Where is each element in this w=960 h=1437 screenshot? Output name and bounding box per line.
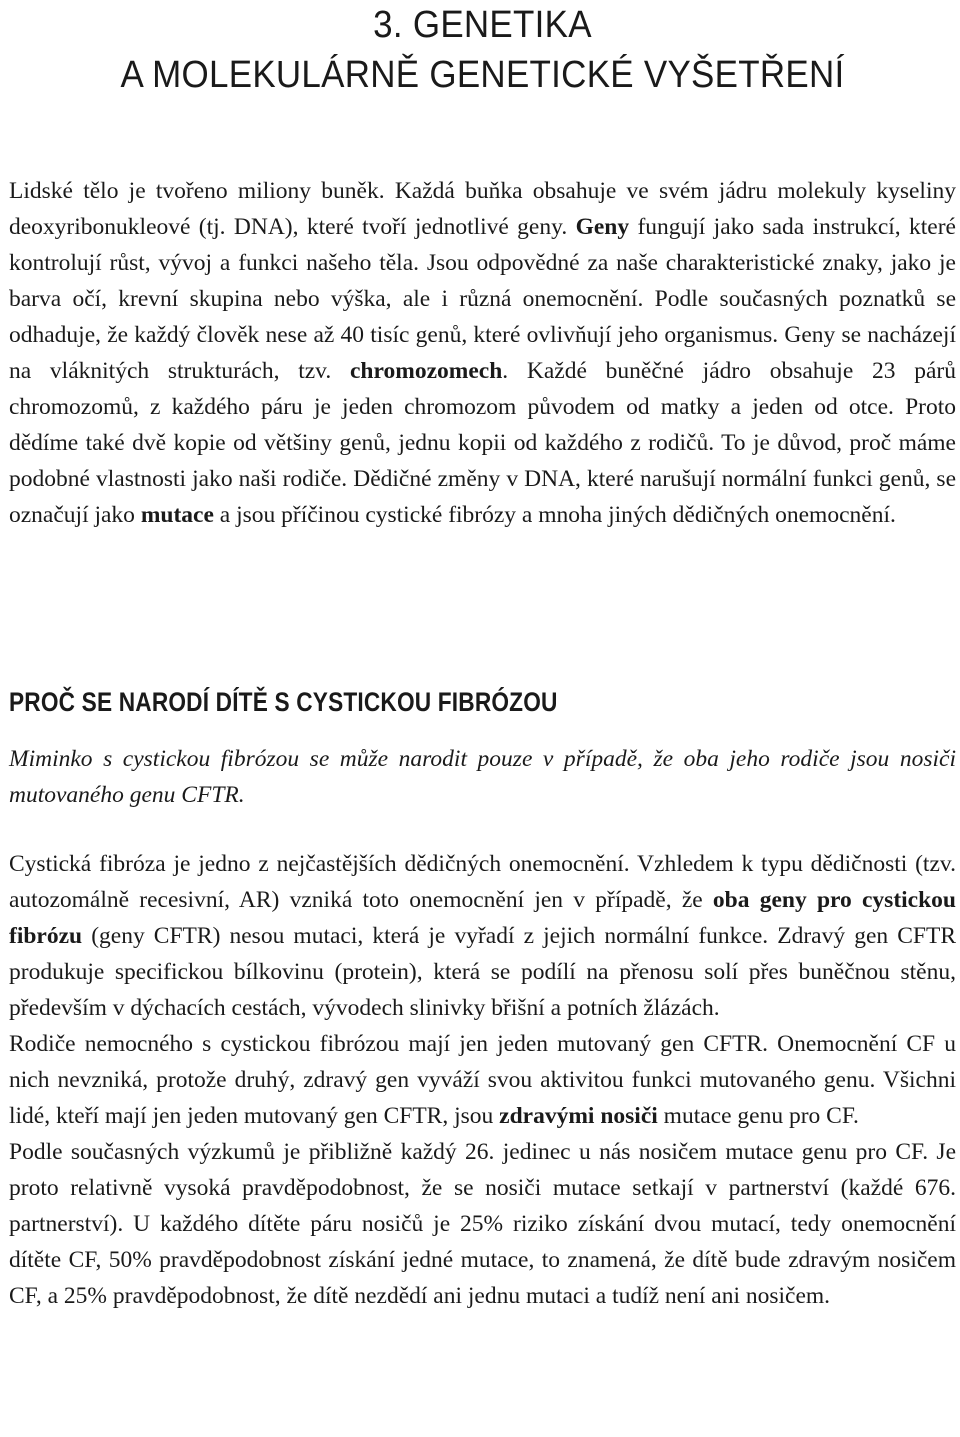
intro-text-2: fungují jako sada instrukcí, které kontrolují růst, vývoj a funkci našeho těla. Jsou odpovědné za naše charakteristické znaky, jako je barva očí, krevní skupina nebo výška, ale i různá onemocnění. Podle současných poznatků se odhaduje, že každý člověk nese až 40 tisíc genů, které ovlivňují jeho organismus. Geny se nacházejí na vláknitých strukturách, tzv. (9, 214, 956, 384)
term-oba-geny: oba geny pro cystickou fibrózu (9, 887, 956, 949)
title-line-1: 3. GENETIKA (373, 4, 592, 46)
page-title (47, 0, 918, 100)
title-line-2: A MOLEKULÁRNĚ GENETICKÉ VYŠETŘENÍ (120, 54, 845, 96)
cf-p1-text-a: Cystická fibróza je jedno z nejčastějších dědičných onemocnění. Vzhledem k typu dědičnosti (tzv. autozomálně recesivní, AR) vzniká toto onemocnění jen v případě, že (9, 851, 956, 913)
term-zdravi-nosici: zdravými nosiči (499, 1103, 658, 1129)
document-page (9, 0, 956, 1309)
term-chromozomech: chromozomech (350, 358, 503, 384)
intro-paragraph (9, 173, 956, 533)
cf-section (9, 846, 956, 1314)
italic-summary: Miminko s cystickou fibrózou se může narodit pouze v případě, že oba jeho rodiče jsou nosiči mutovaného genu CFTR. (9, 746, 956, 808)
term-mutace: mutace (140, 502, 214, 528)
intro-text-3: . Každé buněčné jádro obsahuje 23 párů chromozomů, z každého páru je jeden chromozom původem od matky a jeden od otce. Proto dědíme také dvě kopie od většiny genů, jednu kopii od každého z rodičů. To je důvod, proč máme podobné vlastnosti jako naši rodiče. Dědičné změny v DNA, které narušují normální funkci genů, se označují jako (9, 358, 956, 528)
cf-paragraph-2 (9, 1026, 956, 1134)
term-geny: Geny (575, 214, 630, 240)
cf-p2-text-c: mutace genu pro CF. (657, 1103, 859, 1129)
cf-p1-text-c: (geny CFTR) nesou mutaci, která je vyřadí z jejich normální funkce. Zdravý gen CFTR produkuje specifickou bílkovinu (protein), která se podílí na přenosu solí přes buněčnou stěnu, především v dýchacích cestách, vývodech slinivky břišní a potních žlázách. (9, 923, 956, 1021)
intro-text-4: a jsou příčinou cystické fibrózy a mnoha jiných dědičných onemocnění. (213, 502, 896, 528)
cf-p2-text-a: Rodiče nemocného s cystickou fibrózou mají jen jeden mutovaný gen CFTR. Onemocnění CF u nich nevzniká, protože druhý, zdravý gen vyváží svou aktivitou funkci mutovaného genu. Všichni lidé, kteří mají jen jeden mutovaný gen CFTR, jsou (9, 1031, 956, 1129)
section-heading: PROČ SE NARODÍ DÍTĚ S CYSTICKOU FIBRÓZOU (9, 687, 558, 717)
intro-text-1: Lidské tělo je tvořeno miliony buněk. Každá buňka obsahuje ve svém jádru molekuly kyseliny deoxyribonukleové (tj. DNA), které tvoří jednotlivé geny. (9, 178, 956, 240)
cf-paragraph-3: Podle současných výzkumů je přibližně každý 26. jedinec u nás nosičem mutace genu pro CF. Je proto relativně vysoká pravděpodobnost, že se nosiči mutace setkají v partnerství (každé 676. partnerství). U každého dítěte páru nosičů je 25% riziko získání dvou mutací, tedy onemocnění dítěte CF, 50% pravděpodobnost získání jedné mutace, to znamená, že dítě bude zdravým nosičem CF, a 25% pravděpodobnost, že dítě nezdědí ani jednu mutaci a tudíž není ani nosičem. (9, 1139, 956, 1309)
cf-paragraph-1 (9, 846, 956, 1026)
